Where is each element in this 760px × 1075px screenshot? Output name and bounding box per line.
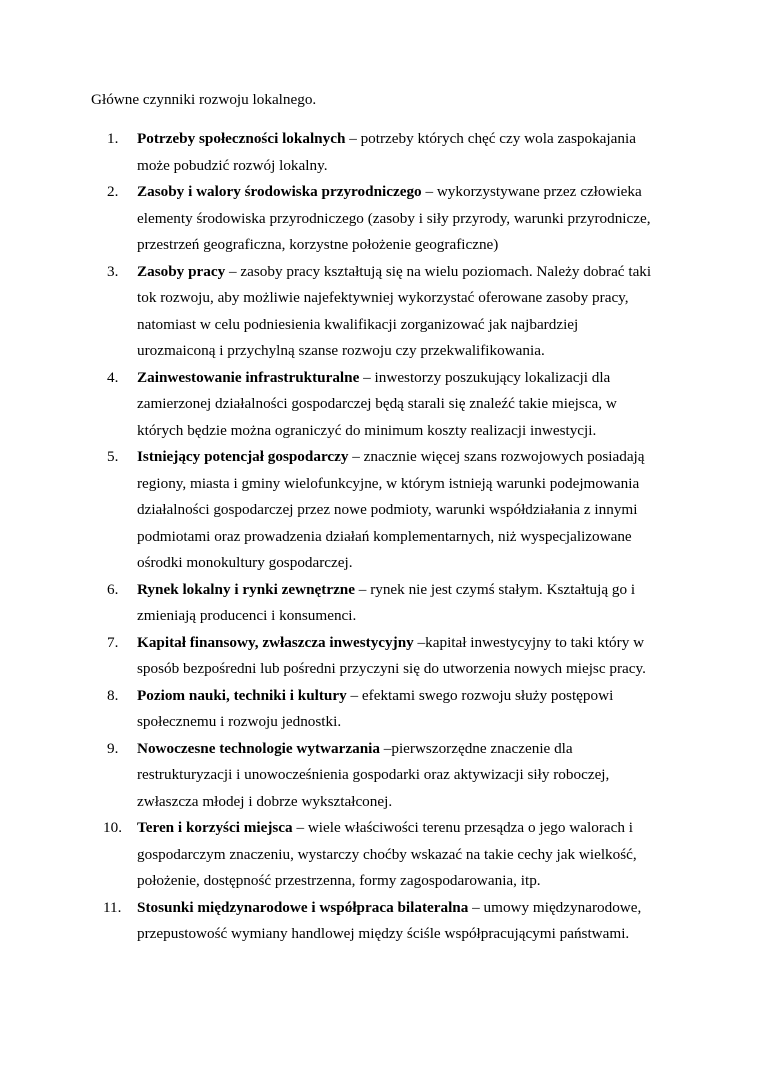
list-item-number: 4. — [107, 368, 119, 386]
list-item — [0, 815, 657, 895]
list-item-number: 8. — [107, 686, 119, 704]
list-item-text: – wiele właściwości terenu przesądza o jego walorach i gospodarczym znaczeniu, wystarczy choćby wskazać na takie cechy jak wielkość, położenie, dostępność przestrzenna, formy zagospodarowania, itp. — [137, 819, 637, 889]
list-item-term: Zasoby pracy — [137, 262, 226, 280]
list-item-term: Stosunki międzynarodowe i współpraca bilateralna — [137, 898, 469, 916]
document-heading: Główne czynniki rozwoju lokalnego. — [91, 91, 317, 108]
list-item-text: – efektami swego rozwoju służy postępowi społecznemu i rozwoju jednostki. — [137, 686, 614, 730]
list-item-number: 6. — [107, 580, 119, 598]
list-item-term: Rynek lokalny i rynki zewnętrzne — [137, 580, 355, 598]
list-item-content — [137, 736, 657, 816]
list-item-number: 1. — [107, 130, 119, 147]
list-item-text: – umowy międzynarodowe, przepustowość wymiany handlowej między ściśle współpracującymi państwami. — [137, 898, 642, 942]
list-item-text: –kapitał inwestycyjny to taki który w sposób bezpośredni lub pośredni przyczyni się do utworzenia nowych miejsc pracy. — [137, 633, 646, 677]
list-item — [0, 895, 657, 948]
list-item-term: Zasoby i walory środowiska przyrodniczego — [137, 183, 422, 200]
list-item-term: Kapitał finansowy, zwłaszcza inwestycyjny — [137, 633, 414, 651]
list-item-content — [137, 444, 657, 577]
list-item-content — [137, 365, 657, 445]
list-item-content — [137, 126, 657, 179]
list-item — [0, 444, 657, 577]
list-item-text: – wykorzystywane przez człowieka elementy środowiska przyrodniczego (zasoby i siły przyrody, warunki przyrodnicze, przestrzeń geograficzna, korzystne położenie geograficzne) — [137, 183, 651, 253]
list-item — [0, 259, 657, 365]
list-item-term: Nowoczesne technologie wytwarzania — [137, 739, 380, 757]
list-item — [0, 630, 657, 683]
list-item-text: –pierwszorzędne znaczenie dla restrukturyzacji i unowocześnienia gospodarki oraz aktywizacji siły roboczej, zwłaszcza młodej i dobrze wykształconej. — [137, 739, 610, 810]
list-item-content — [137, 895, 657, 948]
list-item-number: 7. — [107, 633, 119, 651]
list-item-term: Poziom nauki, techniki i kultury — [137, 686, 347, 704]
list-item-term: Potrzeby społeczności lokalnych — [137, 130, 346, 147]
list-item-text: – rynek nie jest czymś stałym. Kształtują go i zmieniają producenci i konsumenci. — [137, 580, 636, 624]
list-item — [0, 736, 657, 816]
list-item-content — [137, 179, 657, 259]
list-item-text: – znacznie więcej szans rozwojowych posiadają regiony, miasta i gminy wielofunkcyjne, w którym istnieją warunki podejmowania działalności gospodarczej przez nowe podmioty, warunki współdziałania z innymi podmiotami oraz prowadzenia działań komplementarnych, niż wyspecjalizowane ośrodki monokultury gospodarczej. — [137, 448, 645, 571]
list-item — [0, 179, 657, 259]
list-item-text: – potrzeby których chęć czy wola zaspokajania może pobudzić rozwój lokalny. — [137, 130, 636, 174]
list-item-term: Istniejący potencjał gospodarczy — [137, 448, 349, 465]
list-item-term: Teren i korzyści miejsca — [137, 819, 293, 836]
list-item-number: 5. — [107, 448, 119, 465]
list-item — [0, 683, 657, 736]
list-item — [0, 577, 657, 630]
list-item-content — [137, 630, 657, 683]
list-item-term: Zainwestowanie infrastrukturalne — [137, 368, 360, 386]
list-item-number: 3. — [107, 262, 119, 280]
list-item-text: – zasoby pracy kształtują się na wielu poziomach. Należy dobrać taki tok rozwoju, aby możliwie najefektywniej wykorzystać oferowane zasoby pracy, natomiast w celu podniesienia kwalifikacji zorganizować jak najbardziej urozmaiconą i przychylną szanse rozwoju czy przekwalifikowania. — [137, 262, 652, 359]
list-item — [0, 365, 657, 445]
list-item-number: 10. — [103, 819, 122, 836]
list-item-number: 2. — [107, 183, 119, 200]
list-item-text: – inwestorzy poszukujący lokalizacji dla zamierzonej działalności gospodarczej będą starali się znaleźć takie miejsca, w których będzie można ograniczyć do minimum koszty realizacji inwestycji. — [137, 368, 617, 439]
list-item-number: 11. — [103, 898, 122, 916]
list-item-content — [137, 577, 657, 630]
factors-list — [0, 126, 760, 948]
list-item-content — [137, 259, 657, 365]
list-item-number: 9. — [107, 739, 119, 757]
list-item-content — [137, 815, 657, 895]
list-item-content — [137, 683, 657, 736]
list-item — [0, 126, 657, 179]
